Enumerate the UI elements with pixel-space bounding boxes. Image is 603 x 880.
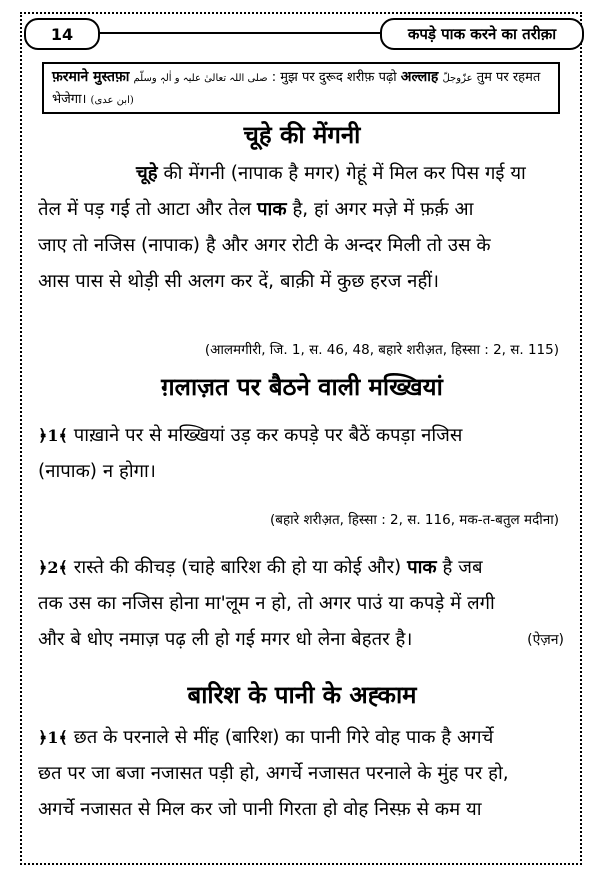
- section3-item1: [38, 720, 564, 828]
- section2-item1-line1: ﴿1﴾ पाख़ाने पर से मख्खियां उड़ कर कपड़े पर बैठें कपड़ा नजिस: [38, 425, 463, 446]
- saying-azzawajal: عزّوجلّ: [442, 73, 473, 84]
- section3-heading: बारिश के पानी के अह्काम: [187, 681, 417, 709]
- item-number: ﴿1﴾: [38, 426, 68, 445]
- saying-label: फ़रमाने मुस्तफ़ा: [52, 69, 130, 85]
- saying-allah: अल्लाह: [400, 69, 439, 85]
- item-number: ﴿1﴾: [38, 728, 68, 747]
- section2-item1: [38, 418, 564, 490]
- running-title-text: कपड़े पाक करने का तरीक़ा: [407, 25, 557, 43]
- section2-heading: ग़लाज़त पर बैठने वाली मख्खियां: [161, 373, 443, 401]
- section2-item1-line2: (नापाक) न होगा।: [38, 461, 156, 482]
- section3-item1-line3: अगर्चे नजासत से मिल कर जो पानी गिरता हो वोह निस्फ़ से कम या: [38, 799, 482, 820]
- section2-item2-line2: तक उस का नजिस होना मा'लूम न हो, तो अगर पाउं या कपड़े में लगी: [38, 593, 495, 614]
- saying-text-1: : मुझ पर दुरूद शरीफ़ पढ़ो: [271, 70, 397, 85]
- section1-line3: जाए तो नजिस (नापाक) है और अगर रोटी के अन्दर मिली तो उस के: [38, 235, 491, 256]
- section3-item1-line2: छत पर जा बजा नजासत पड़ी हो, अगर्चे नजासत परनाले के मुंह पर हो,: [38, 763, 509, 784]
- section2-item2: [38, 550, 564, 658]
- section1-line2: तेल में पड़ गई तो आटा और तेल पाक है, हां अगर मज़े में फ़र्क़ आ: [38, 199, 474, 220]
- section2-item2-line3: और बे धोए नमाज़ पढ़ ली हो गई मगर धो लेना बेहतर है। (ऐज़न): [38, 622, 564, 658]
- section1-paragraph: [38, 156, 564, 300]
- page-number-text: 14: [50, 24, 74, 44]
- section1-reference: (आलमगीरी, जि. 1, स. 46, 48, बहारे शरीअ़त, हिस्सा : 2, स. 115): [204, 342, 559, 358]
- saying-salutation: صلی اللہ تعالیٰ علیہ و اٰلہٖ وسلّم: [133, 73, 268, 84]
- saying-box: [42, 62, 560, 114]
- section2-item2-line1: ﴿2﴾ रास्ते की कीचड़ (चाहे बारिश की हो या कोई और) पाक है जब: [38, 557, 483, 578]
- section1-line1: चूहे की मेंगनी (नापाक है मगर) गेहूं में मिल कर पिस गई या: [136, 163, 526, 184]
- running-title: [380, 18, 584, 50]
- section1-bold-word: चूहे: [136, 163, 158, 184]
- section1-line4: आस पास से थोड़ी सी अलग कर दें, बाक़ी में कुछ हरज नहीं।: [38, 271, 440, 292]
- section1-heading: चूहे की मेंगनी: [243, 121, 361, 149]
- saying-source: (ابن عدی): [90, 95, 134, 106]
- page-number: [24, 18, 100, 50]
- header-rule: [96, 32, 380, 34]
- section2-item2-reference: (ऐज़न): [527, 632, 564, 648]
- section3-item1-line1: ﴿1﴾ छत के परनाले से मींह (बारिश) का पानी गिरे वोह पाक है अगर्चे: [38, 727, 494, 748]
- saying-text-3: भेजेगा।: [52, 92, 87, 107]
- saying-text-2: तुम पर रहमत: [476, 70, 541, 85]
- item-number: ﴿2﴾: [38, 558, 68, 577]
- section2-item1-reference: (बहारे शरीअ़त, हिस्सा : 2, स. 116, मक-त-बतुल मदीना): [270, 512, 559, 528]
